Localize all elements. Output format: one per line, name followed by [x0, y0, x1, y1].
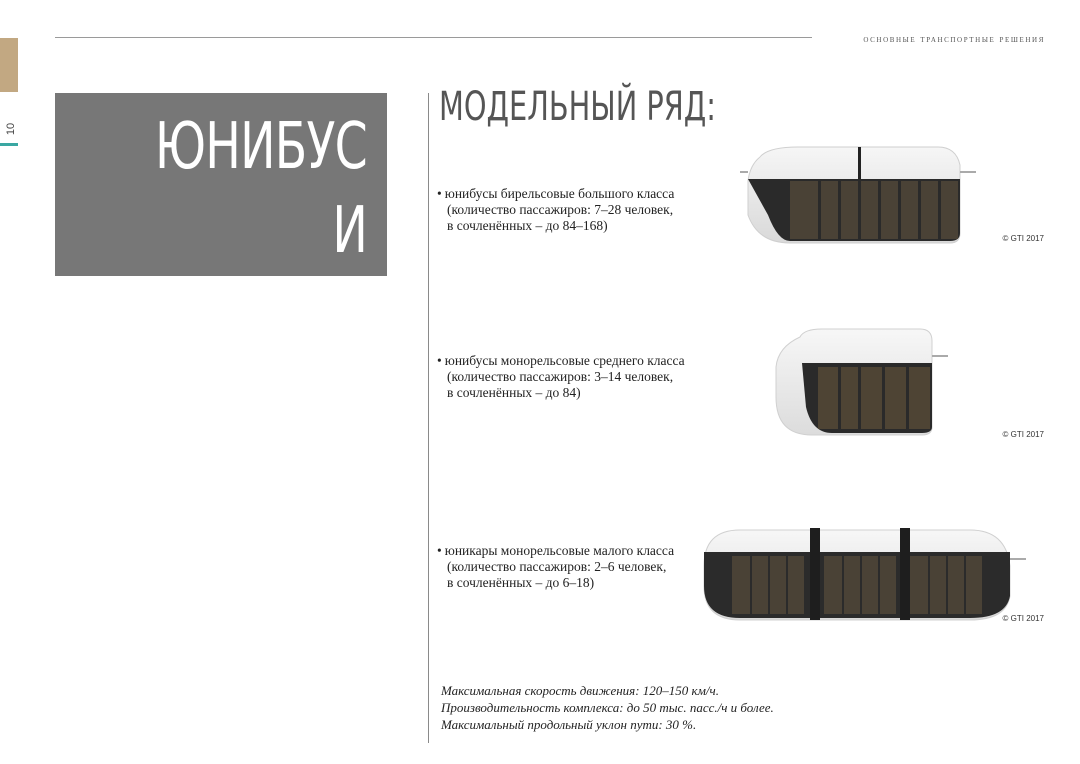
column-divider [428, 93, 429, 743]
model-detail: (количество пассажиров: 2–6 человек, [447, 559, 667, 574]
bullet: • [437, 353, 442, 368]
side-accent-bar [0, 143, 18, 146]
image-credit: © GTI 2017 [1002, 614, 1044, 623]
specifications [441, 682, 774, 733]
spec-max-speed: Максимальная скорость движения: 120–150 км/ч. [441, 683, 719, 698]
models-heading: МОДЕЛЬНЫЙ РЯД: [439, 84, 716, 130]
model-item-3 [437, 543, 674, 591]
title-line-2: И ЮНИКАР [154, 194, 367, 352]
model-name: юнибусы бирельсовые большого класса [444, 186, 675, 201]
image-credit: © GTI 2017 [1002, 234, 1044, 243]
model-item-2 [437, 353, 685, 401]
model-detail: в сочленённых – до 6–18) [447, 575, 595, 590]
model-detail: (количество пассажиров: 3–14 человек, [447, 369, 674, 384]
model-detail: (количество пассажиров: 7–28 человек, [447, 202, 674, 217]
model-name: юникары монорельсовые малого класса [444, 543, 675, 558]
header-rule [55, 37, 812, 38]
spec-max-grade: Максимальный продольный уклон пути: 30 %. [441, 717, 697, 732]
section-title: основные транспортные решения [863, 34, 1045, 45]
model-detail: в сочленённых – до 84–168) [447, 218, 608, 233]
bullet: • [437, 543, 442, 558]
title-block [55, 93, 387, 352]
vehicle-image-monorail-unibus [772, 327, 952, 439]
model-detail: в сочленённых – до 84) [447, 385, 581, 400]
spec-capacity: Производительность комплекса: до 50 тыс. пасс./ч и более. [441, 700, 774, 715]
bullet: • [437, 186, 442, 201]
image-credit: © GTI 2017 [1002, 430, 1044, 439]
page-number: 10 [5, 122, 17, 136]
model-item-1 [437, 186, 674, 234]
model-name: юнибусы монорельсовые среднего класса [444, 353, 685, 368]
title-line-1: ЮНИБУС [154, 110, 367, 184]
vehicle-image-bi-rail-unibus [738, 145, 978, 247]
vehicle-image-monorail-unicar [700, 526, 1028, 622]
side-color-tab [0, 38, 18, 92]
